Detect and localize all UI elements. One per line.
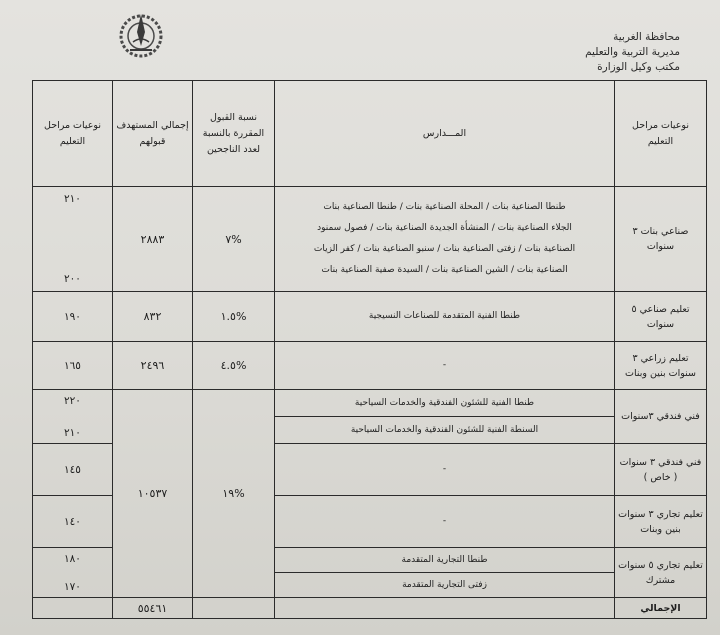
school-line: الجلاء الصناعية بنات / المنشأة الجديدة الصناعية بنات / فصول سمنود [317, 223, 572, 233]
stage-cell: تعليم صناعي ٥ سنوات [615, 292, 707, 342]
footer-label-cell: الإجمالي [615, 598, 707, 619]
total-cell: ٢٨٨٣ [113, 187, 193, 292]
count-cell: ١٤٥ [33, 444, 113, 496]
merged-total-cell: ١٠٥٣٧ [113, 390, 193, 598]
school-line: طنطا الفنية للشئون الفندقية والخدمات السياحية [275, 390, 614, 417]
count-value: ١٧٠ [64, 580, 81, 593]
admission-table [32, 80, 707, 619]
school-line: السنطة الفنية للشئون الفندقية والخدمات السياحية [350, 425, 539, 435]
stage-cell: صناعي بنات ٣ سنوات [615, 187, 707, 292]
rate-cell: %٧ [193, 187, 275, 292]
schools-cell [275, 548, 615, 598]
col-header-types: نوعيات مراحل التعليم [33, 81, 113, 187]
count-value: ٢٠٠ [64, 273, 81, 285]
schools-cell [275, 390, 615, 444]
count-cell [33, 187, 113, 292]
count-value: ١٨٠ [64, 552, 81, 565]
school-line: طنطا التجارية المتقدمة [275, 548, 614, 573]
col-header-total: إجمالي المستهدف قبولهم [113, 81, 193, 187]
col-header-stage: نوعيات مراحل التعليم [615, 81, 707, 187]
total-cell: ٢٤٩٦ [113, 342, 193, 390]
stage-cell: تعليم زراعي ٣ سنوات بنين وبنات [615, 342, 707, 390]
stage-cell: فني فندقي ٣سنوات [615, 390, 707, 444]
stage-cell: تعليم تجاري ٣ سنوات بنين وبنات [615, 496, 707, 548]
count-cell [33, 548, 113, 598]
directorate-line: مديرية التربية والتعليم [585, 46, 680, 58]
count-value: ٢٢٠ [64, 394, 81, 407]
schools-cell: - [275, 342, 615, 390]
schools-cell [275, 187, 615, 292]
count-cell [33, 390, 113, 444]
count-value: ٢١٠ [64, 193, 81, 205]
document-header [585, 30, 680, 75]
office-line: مكتب وكيل الوزارة [597, 61, 680, 73]
table-footer-row [33, 598, 707, 619]
footer-empty-cell [193, 598, 275, 619]
total-cell: ٨٣٢ [113, 292, 193, 342]
rate-cell: %٤.٥ [193, 342, 275, 390]
count-cell: ١٩٠ [33, 292, 113, 342]
table-row [33, 342, 707, 390]
schools-cell: - [275, 444, 615, 496]
school-line: طنطا الصناعية بنات / المحلة الصناعية بنات / طنطا الصناعية بنات [323, 202, 566, 212]
col-header-rate: نسبة القبول المقررة بالنسبة لعدد الناجحين [193, 81, 275, 187]
table-header-row [33, 81, 707, 187]
table-row [33, 390, 707, 444]
count-cell: ١٦٥ [33, 342, 113, 390]
count-cell: ١٤٠ [33, 496, 113, 548]
count-value: ٢١٠ [64, 426, 81, 439]
footer-empty-cell [33, 598, 113, 619]
governorate-line: محافظة الغربية [613, 31, 680, 43]
schools-cell: طنطا الفنية المتقدمة للصناعات النسيجية [275, 292, 615, 342]
schools-cell: - [275, 496, 615, 548]
merged-rate-cell: %١٩ [193, 390, 275, 598]
ministry-emblem-icon [112, 6, 170, 64]
footer-empty-cell [275, 598, 615, 619]
col-header-schools: المـــدارس [275, 81, 615, 187]
table-row [33, 187, 707, 292]
school-line: الصناعية بنات / الشين الصناعية بنات / السيدة صفية الصناعية بنات [321, 265, 568, 275]
table-row [33, 292, 707, 342]
school-line: زفتى التجارية المتقدمة [402, 580, 487, 590]
school-line: الصناعية بنات / زفتى الصناعية بنات / سنبو الصناعية بنات / كفر الزيات [313, 244, 576, 254]
rate-cell: %١.٥ [193, 292, 275, 342]
stage-cell: تعليم تجاري ٥ سنوات مشترك [615, 548, 707, 598]
stage-cell: فني فندقي ٣ سنوات ( خاص ) [615, 444, 707, 496]
grand-total-cell: ٥٥٤٦١ [113, 598, 193, 619]
